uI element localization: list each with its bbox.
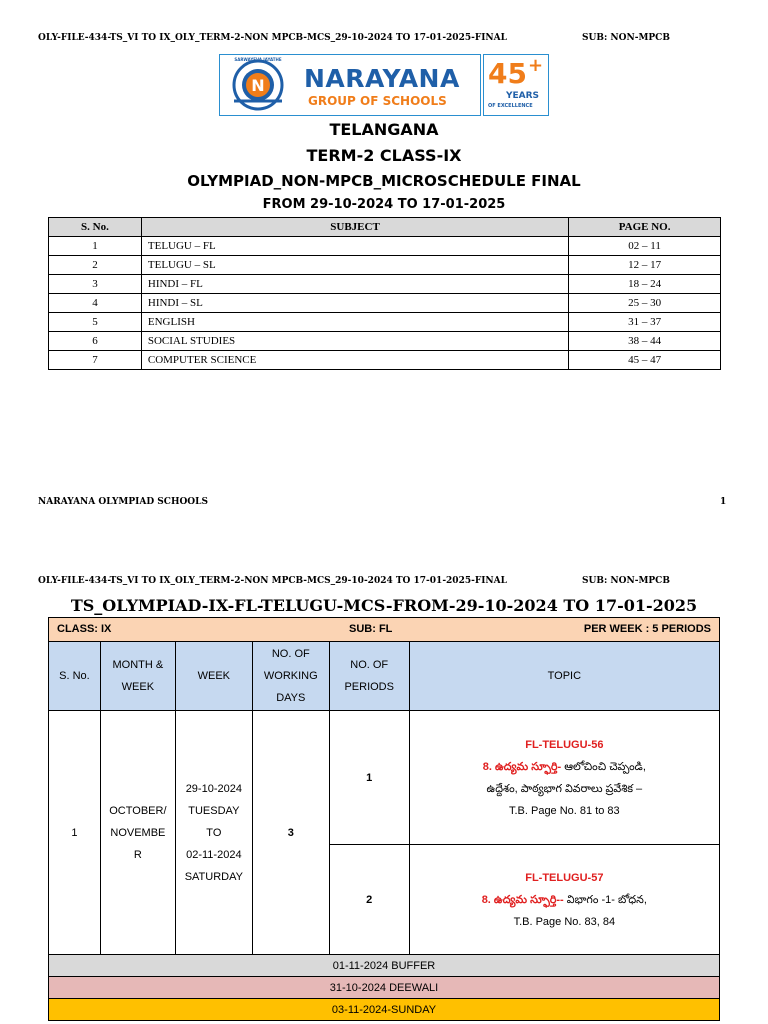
week-line-2: TUESDAY <box>188 804 240 817</box>
badge-years: YEARS <box>506 91 540 101</box>
table-row <box>49 294 721 313</box>
subject-cell: SOCIAL STUDIES <box>141 332 568 351</box>
narayana-logo <box>219 54 481 116</box>
header-periods-1: NO. OF <box>350 659 389 671</box>
file-reference: OLY-FILE-434-TS_VI TO IX_OLY_TERM-2-NON MPCB-MCS_29-10-2024 TO 17-01-2025-FINAL <box>38 33 507 43</box>
svg-text:N: N <box>251 76 265 95</box>
topic-desc-2: ఉద్దేశం, పాఠ్యభాగ వివరాలు ప్రవేశిక – <box>486 782 643 795</box>
sub-label: SUB: FL <box>349 623 393 635</box>
holiday-band: 31-10-2024 DEEWALI <box>49 977 720 999</box>
week-line-1: 29-10-2024 <box>185 782 242 795</box>
table-row <box>49 275 721 294</box>
header-subject: SUBJECT <box>141 218 568 237</box>
topic-lesson-line <box>411 756 718 778</box>
topic-desc: విభాగం -1- బోధన, <box>563 893 647 906</box>
header-week-label: WEEK <box>197 670 231 682</box>
per-week-label: PER WEEK : 5 PERIODS <box>583 623 711 635</box>
topic-cell <box>409 711 719 845</box>
header-working-2: WORKING <box>263 670 318 682</box>
period-cell: 1 <box>329 711 409 845</box>
subject-cell: COMPUTER SCIENCE <box>141 351 568 370</box>
month-line-1: OCTOBER/ <box>109 804 167 817</box>
table-row <box>49 237 721 256</box>
buffer-band: 01-11-2024 BUFFER <box>49 955 720 977</box>
header-sno <box>49 642 101 711</box>
table-row <box>49 711 720 845</box>
period-cell: 2 <box>329 845 409 955</box>
table-row <box>49 256 721 275</box>
table-row <box>49 351 721 370</box>
sno-cell: 3 <box>49 275 142 294</box>
header-working-1: NO. OF <box>271 648 310 660</box>
subject-reference-2: SUB: NON-MPCB <box>582 576 670 586</box>
sno-cell: 1 <box>49 711 101 955</box>
page-cell: 18 – 24 <box>569 275 721 294</box>
topic-cell <box>409 845 719 955</box>
subject-cell: ENGLISH <box>141 313 568 332</box>
class-label: CLASS: IX <box>57 623 112 635</box>
week-line-3: TO <box>206 826 222 839</box>
file-reference-2: OLY-FILE-434-TS_VI TO IX_OLY_TERM-2-NON MPCB-MCS_29-10-2024 TO 17-01-2025-FINAL <box>38 576 507 586</box>
header-week <box>175 642 252 711</box>
subject-cell: TELUGU – FL <box>141 237 568 256</box>
badge-plus: + <box>528 55 544 76</box>
subject-reference: SUB: NON-MPCB <box>582 33 670 43</box>
schedule-title: TS_OLYMPIAD-IX-FL-TELUGU-MCS-FROM-29-10-2024 TO 17-01-2025 <box>70 596 698 615</box>
header-topic <box>409 642 719 711</box>
logo-subtitle: GROUP OF SCHOOLS <box>308 94 447 108</box>
subject-cell: HINDI – SL <box>141 294 568 313</box>
week-line-4: 02-11-2024 <box>186 848 242 861</box>
working-days-cell: 3 <box>252 711 329 955</box>
class-row <box>49 618 720 642</box>
month-cell <box>100 711 175 955</box>
topic-lesson: 8. ఉద్యమ స్ఫూర్తి- <box>482 760 562 773</box>
index-table <box>48 217 721 370</box>
sno-cell: 2 <box>49 256 142 275</box>
page-cell: 25 – 30 <box>569 294 721 313</box>
logo-name: NARAYANA <box>304 64 460 93</box>
sunday-row <box>49 999 720 1021</box>
page-cell: 12 – 17 <box>569 256 721 275</box>
header-topic-text: TOPIC <box>547 670 582 682</box>
topic-lesson-line <box>411 889 718 911</box>
title-dates: FROM 29-10-2024 TO 17-01-2025 <box>262 197 506 212</box>
holiday-row <box>49 977 720 999</box>
footer-school: NARAYANA OLYMPIAD SCHOOLS <box>38 497 208 507</box>
header-working-days <box>252 642 329 711</box>
page-cell: 38 – 44 <box>569 332 721 351</box>
topic-code: FL-TELUGU-56 <box>525 738 604 751</box>
schedule-table <box>48 617 720 1021</box>
topic-lesson: 8. ఉద్యమ స్ఫూర్తి-- <box>481 893 564 906</box>
page-cell: 45 – 47 <box>569 351 721 370</box>
page-cell: 02 – 11 <box>569 237 721 256</box>
topic-code: FL-TELUGU-57 <box>525 871 604 884</box>
header-periods <box>329 642 409 711</box>
sunday-band: 03-11-2024-SUNDAY <box>49 999 720 1021</box>
topic-page: T.B. Page No. 83, 84 <box>513 915 616 928</box>
badge-number: 45 <box>488 57 527 90</box>
header-row <box>49 642 720 711</box>
index-header-row <box>49 218 721 237</box>
header-working-3: DAYS <box>276 692 306 704</box>
subject-cell: HINDI – FL <box>141 275 568 294</box>
subject-cell: TELUGU – SL <box>141 256 568 275</box>
week-line-5: SATURDAY <box>184 870 243 883</box>
class-info <box>49 618 720 642</box>
month-line-2: NOVEMBE <box>110 826 166 839</box>
month-line-3: R <box>133 848 142 861</box>
years-badge <box>483 54 549 116</box>
header-month-text: MONTH & <box>112 659 164 671</box>
title-state: TELANGANA <box>329 120 439 139</box>
table-row <box>49 313 721 332</box>
sno-cell: 6 <box>49 332 142 351</box>
page-cell: 31 – 37 <box>569 313 721 332</box>
badge-excellence: OF EXCELLENCE <box>488 103 533 109</box>
header-sno-text: S. No. <box>59 670 90 682</box>
sno-cell: 7 <box>49 351 142 370</box>
logo-arc-text: SARWAYEVA JAYATHE <box>234 57 282 62</box>
sno-cell: 5 <box>49 313 142 332</box>
footer-page-number: 1 <box>720 497 727 507</box>
header-sno: S. No. <box>49 218 142 237</box>
topic-page: T.B. Page No. 81 to 83 <box>508 804 620 817</box>
title-main: OLYMPIAD_NON-MPCB_MICROSCHEDULE FINAL <box>187 172 581 190</box>
sno-cell: 1 <box>49 237 142 256</box>
table-row <box>49 332 721 351</box>
topic-desc: ఆలోచించి చెప్పండి, <box>561 760 646 773</box>
buffer-row <box>49 955 720 977</box>
week-cell <box>175 711 252 955</box>
header-month-week <box>100 642 175 711</box>
sno-cell: 4 <box>49 294 142 313</box>
title-term: TERM-2 CLASS-IX <box>306 146 462 165</box>
header-periods-2: PERIODS <box>344 681 394 693</box>
header-week-text: WEEK <box>121 681 155 693</box>
header-page: PAGE NO. <box>569 218 721 237</box>
